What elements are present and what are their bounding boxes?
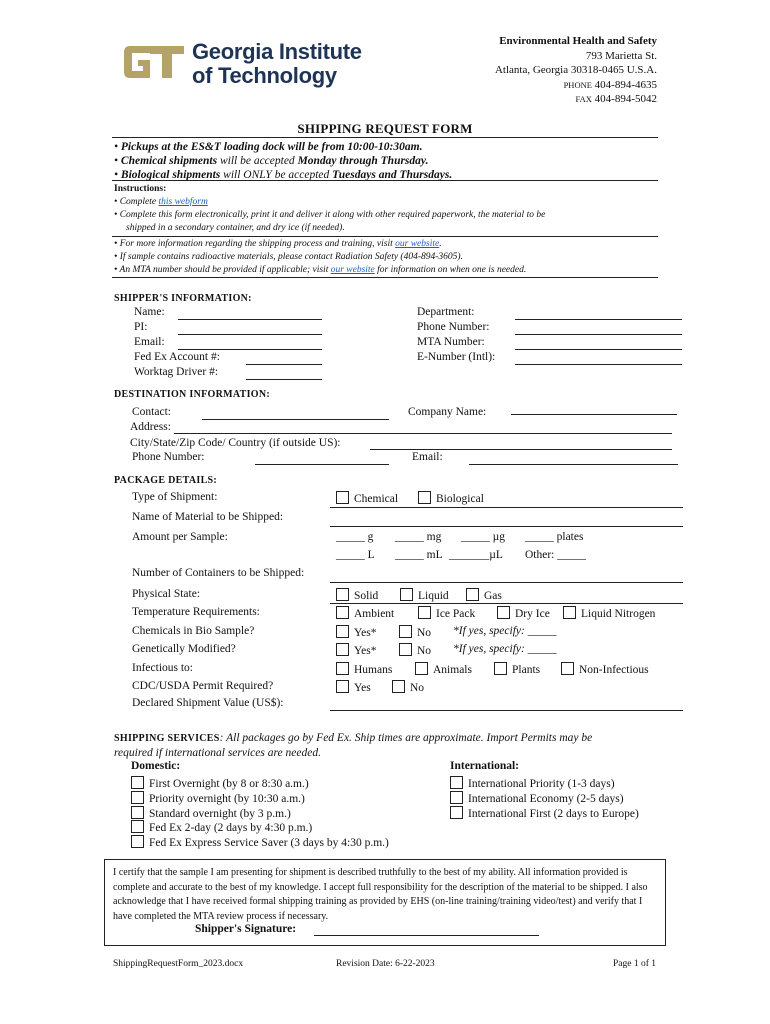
international-heading: International: [450, 760, 519, 772]
phone-label: PHONE [563, 79, 592, 90]
containers-label: Number of Containers to be Shipped: [132, 567, 305, 579]
checkbox[interactable] [399, 643, 412, 656]
fedex-account-field[interactable] [246, 364, 322, 365]
mta-label: MTA Number: [417, 336, 485, 348]
checkbox[interactable] [131, 806, 144, 819]
destination-heading: DESTINATION INFORMATION: [114, 389, 271, 400]
org-name [192, 40, 362, 88]
worktag-field[interactable] [246, 379, 322, 380]
services-note: required if international services are needed. [114, 747, 321, 759]
department-label: Department: [417, 306, 475, 318]
ehs-address [495, 34, 657, 107]
svc-2day[interactable]: Fed Ex 2-day (2 days by 4:30 p.m.) [131, 820, 312, 834]
infectious-label: Infectious to: [132, 662, 193, 674]
instructions-heading: Instructions: [114, 184, 167, 194]
enumber-label: E-Number (Intl): [417, 351, 496, 363]
amount-g[interactable]: _____ g [336, 531, 374, 543]
instruction-item: • Complete this webform [114, 197, 208, 207]
checkbox[interactable] [131, 835, 144, 848]
shipper-name-field[interactable] [178, 319, 322, 320]
checkbox[interactable] [399, 625, 412, 638]
ehs-street: 793 Marietta St. [585, 49, 657, 62]
svc-intl-economy[interactable]: International Economy (2-5 days) [450, 791, 624, 805]
signature-field[interactable] [314, 935, 539, 936]
shipper-pi-field[interactable] [178, 334, 322, 335]
amount-ug[interactable]: _____ µg [461, 531, 506, 543]
checkbox[interactable] [400, 588, 413, 601]
mta-field[interactable] [515, 349, 682, 350]
services-intro: SHIPPING SERVICES: All packages go by Fed Ex. Ship times are approximate. Import Permits may be required if international services are needed. [114, 732, 593, 759]
gt-logo-icon [122, 40, 186, 84]
permit-label: CDC/USDA Permit Required? [132, 680, 274, 692]
notice-chemical: • Chemical shipments will be accepted Monday through Thursday. [114, 155, 429, 167]
infect-humans-option[interactable]: Humans [336, 662, 392, 676]
checkbox[interactable] [131, 776, 144, 789]
material-field[interactable] [330, 526, 683, 527]
temperature-label: Temperature Requirements: [132, 606, 260, 618]
temp-icepack-option[interactable]: Ice Pack [418, 606, 475, 620]
checkbox[interactable] [450, 791, 463, 804]
ehs-city: Atlanta, Georgia 30318-0465 U.S.A. [494, 64, 657, 76]
instruction-item: • For more information regarding the shipping process and training, visit our website. [114, 239, 442, 249]
shipper-pi-label: PI: [134, 321, 148, 333]
notice-pickups: • Pickups at the ES&T loading dock will be from 10:00-10:30am. [114, 141, 423, 153]
checkbox[interactable] [563, 606, 576, 619]
checkbox[interactable] [415, 662, 428, 675]
permit-yes-option[interactable]: Yes [336, 680, 371, 694]
services-heading: SHIPPING SERVICES [114, 733, 220, 744]
address-field[interactable] [174, 433, 672, 434]
divider [112, 180, 658, 181]
checkbox[interactable] [418, 606, 431, 619]
footer-page: Page 1 of 1 [612, 959, 656, 969]
certification-text: I certify that the sample I am presenting for shipment is described truthfully to the best of my ability. All information provided is complete and accurate to the best of my knowledge. I accept full responsibility for the description of the material to be shipped. I also acknowledge that I have received formal shipping training as provided by EHS (on-line training/training video/test) and verify that I have completed the MTA review process if necessary. [113, 867, 648, 922]
svc-saver[interactable]: Fed Ex Express Service Saver (3 days by 4:30 p.m.) [131, 835, 389, 849]
dest-email-field[interactable] [469, 464, 678, 465]
gen-mod-yes-option[interactable]: Yes* [336, 643, 376, 657]
amount-ul[interactable]: _______µL [449, 549, 503, 561]
chem-bio-specify[interactable]: *If yes, specify: _____ [453, 625, 557, 637]
enumber-field[interactable] [515, 364, 682, 365]
city-field[interactable] [370, 449, 672, 450]
chem-bio-yes-option[interactable]: Yes* [336, 625, 376, 639]
state-line [330, 603, 683, 604]
material-label: Name of Material to be Shipped: [132, 511, 284, 523]
chem-bio-label: Chemicals in Bio Sample? [132, 625, 255, 637]
temp-ln2-option[interactable]: Liquid Nitrogen [563, 606, 655, 620]
fedex-account-label: Fed Ex Account #: [134, 351, 220, 363]
contact-field[interactable] [202, 419, 389, 420]
gen-mod-no-option[interactable]: No [399, 643, 431, 657]
domestic-heading: Domestic: [131, 760, 181, 772]
footer-revision: Revision Date: 6-22-2023 [336, 959, 435, 969]
ehs-fax: 404-894-5042 [594, 93, 657, 105]
checkbox[interactable] [450, 776, 463, 789]
type-line [330, 507, 683, 508]
checkbox[interactable] [336, 491, 349, 504]
shipper-name-label: Name: [134, 306, 165, 318]
type-chemical-option[interactable]: Chemical [336, 491, 398, 505]
temp-dryice-option[interactable]: Dry Ice [497, 606, 550, 620]
checkbox[interactable] [466, 588, 479, 601]
shipper-phone-field[interactable] [515, 334, 682, 335]
instruction-item: • An MTA number should be provided if applicable; visit our website for information on when one is needed. [114, 265, 527, 275]
webform-link[interactable]: this webform [158, 197, 208, 207]
svc-intl-priority[interactable]: International Priority (1-3 days) [450, 776, 615, 790]
checkbox[interactable] [494, 662, 507, 675]
infect-none-option[interactable]: Non-Infectious [561, 662, 649, 676]
instruction-item: • If sample contains radioactive materials, please contact Radiation Safety (404-894-3605). [114, 252, 463, 262]
shipper-email-field[interactable] [178, 349, 322, 350]
instruction-item: • Complete this form electronically, print it and deliver it along with other required paperwork, the material to be [114, 210, 546, 220]
temp-ambient-option[interactable]: Ambient [336, 606, 394, 620]
worktag-label: Worktag Driver #: [134, 366, 219, 378]
checkbox[interactable] [497, 606, 510, 619]
amount-other[interactable]: Other: _____ [525, 549, 587, 561]
divider [112, 236, 658, 237]
amount-plates[interactable]: _____ plates [525, 531, 584, 543]
physical-state-label: Physical State: [132, 588, 201, 600]
declared-value-label: Declared Shipment Value (US$): [132, 697, 284, 709]
state-solid-option[interactable]: Solid [336, 588, 378, 602]
svc-intl-first[interactable]: International First (2 days to Europe) [450, 806, 639, 820]
instruction-item-cont: shipped in a secondary container, and dry ice (if needed). [126, 223, 345, 233]
form-title: SHIPPING REQUEST FORM [297, 121, 473, 136]
certification-box [104, 859, 666, 946]
dest-email-label: Email: [412, 451, 443, 463]
shipper-email-label: Email: [134, 336, 165, 348]
fax-label: FAX [575, 94, 592, 104]
amount-mg[interactable]: _____ mg [395, 531, 442, 543]
checkbox[interactable] [418, 491, 431, 504]
permit-no-option[interactable]: No [392, 680, 424, 694]
website-link[interactable]: our website [395, 239, 440, 249]
city-label: City/State/Zip Code/ Country (if outside US): [130, 437, 341, 449]
state-liquid-option[interactable]: Liquid [400, 588, 449, 602]
footer-filename: ShippingRequestForm_2023.docx [113, 959, 244, 969]
ehs-dept: Environmental Health and Safety [499, 35, 657, 47]
checkbox[interactable] [336, 625, 349, 638]
shipment-type-label: Type of Shipment: [132, 491, 218, 503]
checkbox[interactable] [336, 680, 349, 693]
checkbox[interactable] [336, 643, 349, 656]
checkbox[interactable] [561, 662, 574, 675]
instructions [114, 183, 658, 277]
notices [114, 140, 452, 182]
department-field[interactable] [515, 319, 682, 320]
company-field[interactable] [511, 414, 677, 415]
divider [112, 137, 658, 138]
declared-value-field[interactable] [330, 710, 683, 711]
infect-animals-option[interactable]: Animals [415, 662, 472, 676]
dest-phone-label: Phone Number: [132, 451, 205, 463]
checkbox[interactable] [336, 662, 349, 675]
checkbox[interactable] [336, 588, 349, 601]
address-label: Address: [130, 421, 171, 433]
website-link[interactable]: our website [330, 265, 375, 275]
svc-standard-overnight[interactable]: Standard overnight (by 3 p.m.) [131, 806, 291, 820]
shipper-phone-label: Phone Number: [417, 321, 490, 333]
checkbox[interactable] [131, 791, 144, 804]
checkbox[interactable] [450, 806, 463, 819]
contact-label: Contact: [132, 406, 171, 418]
notice-biological: • Biological shipments will ONLY be accepted Tuesdays and Thursdays. [114, 169, 453, 181]
company-label: Company Name: [408, 406, 487, 418]
infect-plants-option[interactable]: Plants [494, 662, 540, 676]
containers-field[interactable] [330, 582, 683, 583]
checkbox[interactable] [392, 680, 405, 693]
signature-label: Shipper's Signature: [195, 923, 297, 935]
amount-l[interactable]: _____ L [336, 549, 375, 561]
divider [112, 277, 658, 278]
package-heading: PACKAGE DETAILS: [114, 475, 218, 486]
amount-label: Amount per Sample: [132, 531, 228, 543]
ehs-phone: 404-894-4635 [594, 78, 657, 91]
gen-mod-label: Genetically Modified? [132, 643, 236, 655]
org-name-line1: Georgia Institute [192, 39, 362, 64]
org-name-line2: of Technology [192, 63, 337, 88]
gen-mod-specify[interactable]: *If yes, specify: _____ [453, 643, 557, 655]
state-gas-option[interactable]: Gas [466, 588, 502, 602]
dest-phone-field[interactable] [255, 464, 389, 465]
type-biological-option[interactable]: Biological [418, 491, 484, 505]
checkbox[interactable] [336, 606, 349, 619]
checkbox[interactable] [131, 820, 144, 833]
svc-priority-overnight[interactable]: Priority overnight (by 10:30 a.m.) [131, 791, 305, 805]
shipper-heading: SHIPPER'S INFORMATION: [114, 293, 252, 304]
amount-ml[interactable]: _____ mL [395, 549, 443, 561]
svc-first-overnight[interactable]: First Overnight (by 8 or 8:30 a.m.) [131, 776, 309, 790]
chem-bio-no-option[interactable]: No [399, 625, 431, 639]
